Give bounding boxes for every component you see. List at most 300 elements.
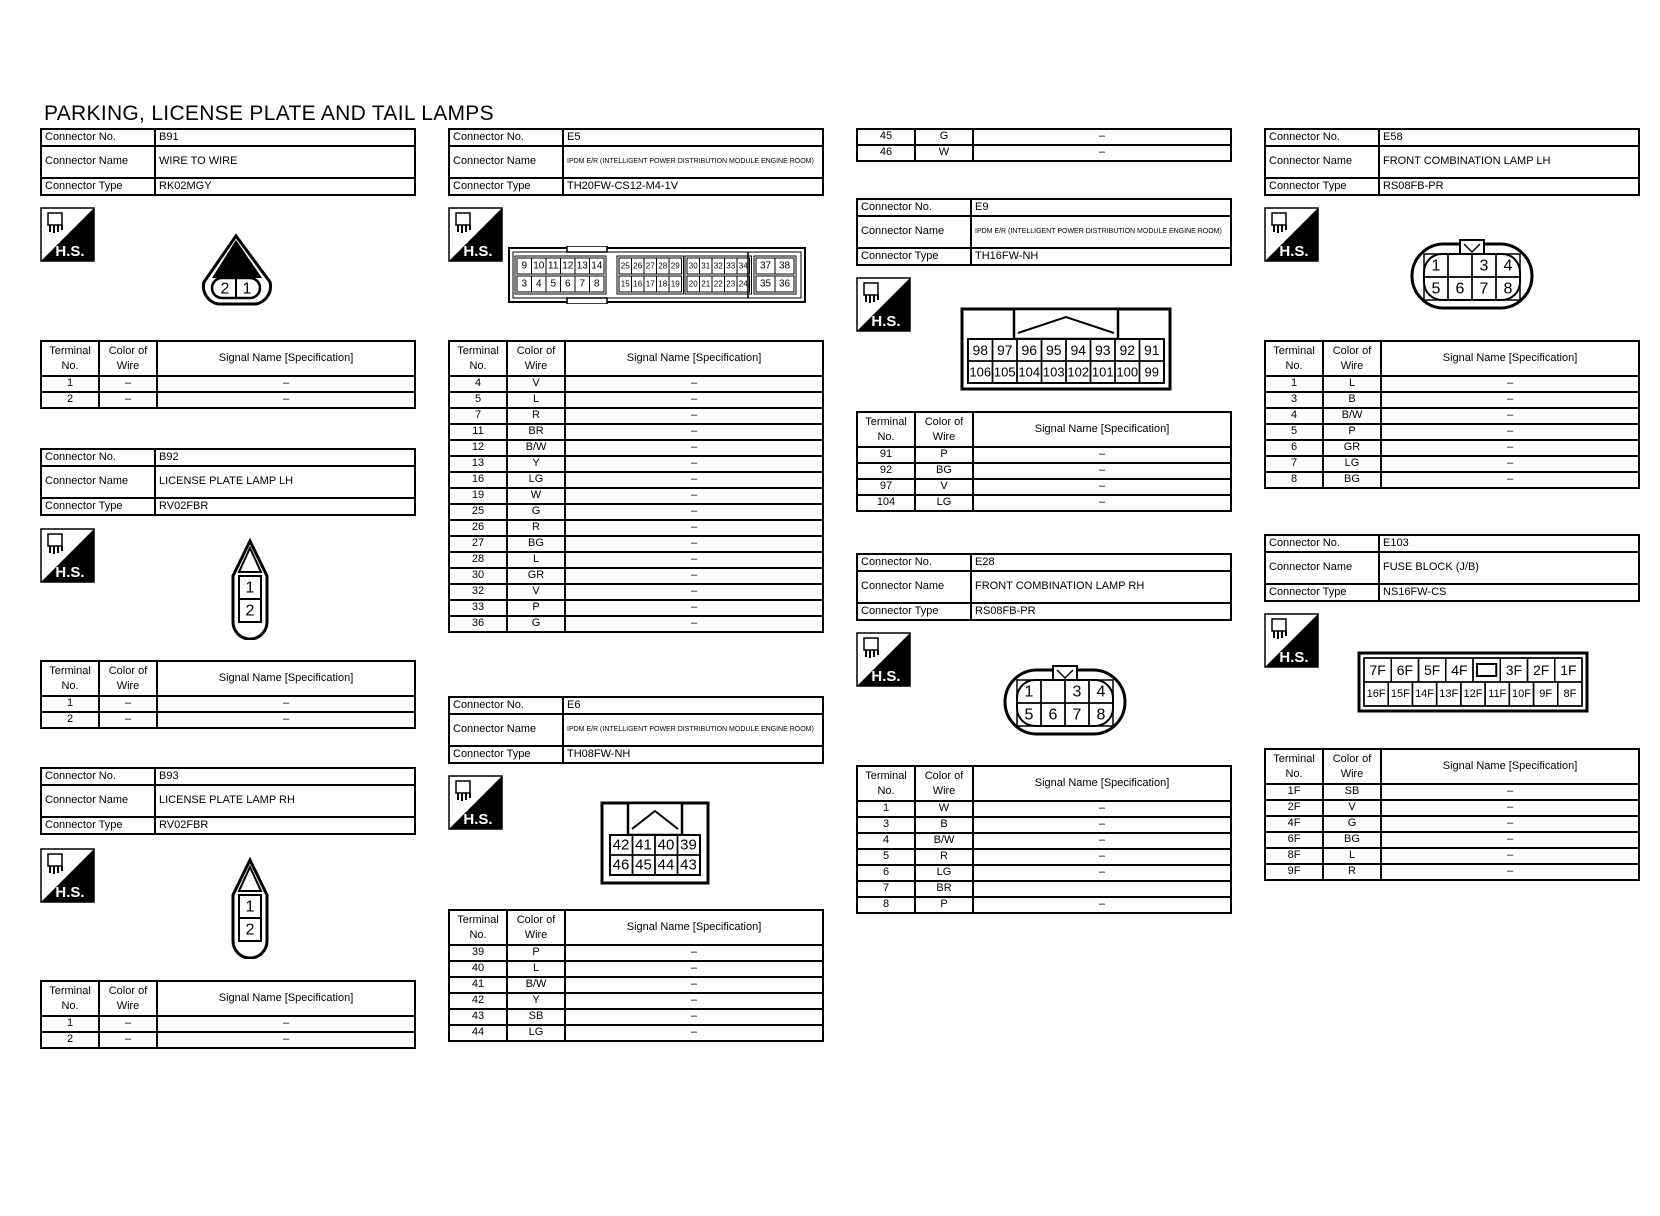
terminal-no-cell: 36 (449, 616, 507, 632)
pin-label: 14F (1415, 688, 1435, 700)
terminal-table-E5 (448, 340, 824, 633)
pin-label: 8 (1096, 706, 1106, 724)
signal-name-cell: – (1381, 864, 1639, 880)
signal-name-cell: – (565, 568, 823, 584)
pin-label: 5F (1423, 662, 1441, 678)
pin-label: 6F (1396, 662, 1414, 678)
pin-label: 1 (245, 898, 255, 916)
pin-label: 103 (1042, 364, 1065, 380)
pin-label: 8F (1563, 688, 1577, 700)
table-row (449, 520, 823, 536)
pin-label: 95 (1045, 342, 1062, 358)
table-row (41, 392, 415, 408)
signal-name-header: Signal Name [Specification] (157, 661, 415, 696)
terminal-no-cell: 97 (857, 479, 915, 495)
connector-no-value: B91 (155, 129, 415, 146)
wire-color-cell: BR (915, 881, 973, 897)
harness-side-icon (1264, 613, 1319, 668)
wire-color-cell: R (507, 408, 565, 424)
signal-name-cell (973, 881, 1231, 897)
harness-side-icon (856, 632, 911, 687)
signal-name-cell: – (157, 392, 415, 408)
terminal-no-cell: 1 (1265, 376, 1323, 392)
terminal-no-cell: 3 (857, 817, 915, 833)
wire-color-cell: LG (507, 472, 565, 488)
connector-name-label: Connector Name (1265, 552, 1379, 584)
signal-name-cell: – (973, 897, 1231, 913)
table-row (1265, 424, 1639, 440)
wire-color-cell: P (1323, 424, 1381, 440)
color-of-wire-header: Color of Wire (1323, 749, 1381, 784)
connector-no-value: E5 (563, 129, 823, 146)
table-row (41, 1016, 415, 1032)
table-row (857, 495, 1231, 511)
table-row (857, 479, 1231, 495)
terminal-no-cell: 43 (449, 1009, 507, 1025)
pin-label: 16F (1366, 688, 1386, 700)
table-row (449, 584, 823, 600)
connector-name-label: Connector Name (41, 785, 155, 817)
connector-name-value: WIRE TO WIRE (155, 146, 415, 178)
pin-label: 42 (612, 836, 630, 854)
signal-name-cell: – (565, 472, 823, 488)
wire-color-cell: G (507, 504, 565, 520)
connector-type-value: TH20FW-CS12-M4-1V (563, 178, 823, 195)
svg-text:H.S.: H.S. (1279, 649, 1309, 666)
table-row (1265, 816, 1639, 832)
wire-color-cell: W (507, 488, 565, 504)
signal-name-cell: – (565, 504, 823, 520)
connector-type-label: Connector Type (41, 817, 155, 834)
terminal-table-E28 (856, 765, 1232, 914)
connector-info-B91 (40, 128, 416, 196)
pin-label: 16 (633, 279, 643, 289)
wire-color-cell: W (915, 145, 973, 161)
wire-color-cell: BG (1323, 472, 1381, 488)
connector-name-value: FRONT COMBINATION LAMP RH (971, 571, 1231, 603)
terminal-no-cell: 16 (449, 472, 507, 488)
connector-no-label: Connector No. (41, 768, 155, 785)
harness-side-icon (856, 277, 911, 332)
connector-info-B92 (40, 448, 416, 516)
terminal-no-cell: 39 (449, 945, 507, 961)
pin-label: 4 (1503, 257, 1513, 275)
wire-color-cell: GR (507, 568, 565, 584)
wire-color-cell: GR (1323, 440, 1381, 456)
pin-label: 31 (701, 261, 711, 271)
connector-type-value: RV02FBR (155, 498, 415, 515)
wire-color-cell: L (507, 552, 565, 568)
table-row (449, 456, 823, 472)
wire-color-cell: – (99, 392, 157, 408)
pin-label: 1 (1024, 683, 1034, 701)
signal-name-cell: – (973, 479, 1231, 495)
signal-name-cell: – (565, 961, 823, 977)
color-of-wire-header: Color of Wire (1323, 341, 1381, 376)
terminal-no-cell: 32 (449, 584, 507, 600)
connector-face-E5 (507, 246, 807, 309)
table-row (857, 447, 1231, 463)
pin-label: 18 (658, 279, 668, 289)
terminal-no-cell: 4 (449, 376, 507, 392)
wire-color-cell: P (507, 945, 565, 961)
connector-name-value: LICENSE PLATE LAMP RH (155, 785, 415, 817)
wire-color-cell: LG (915, 495, 973, 511)
connector-type-value: NS16FW-CS (1379, 584, 1639, 601)
table-row (449, 993, 823, 1009)
terminal-no-cell: 9F (1265, 864, 1323, 880)
wire-color-cell: BG (1323, 832, 1381, 848)
terminal-no-cell: 4 (857, 833, 915, 849)
wire-color-cell: V (1323, 800, 1381, 816)
terminal-no-cell: 92 (857, 463, 915, 479)
wire-color-cell: G (1323, 816, 1381, 832)
table-row (1265, 472, 1639, 488)
signal-name-cell: – (973, 833, 1231, 849)
table-row (449, 1009, 823, 1025)
connector-type-label: Connector Type (857, 603, 971, 620)
terminal-no-header: Terminal No. (41, 981, 99, 1016)
signal-name-cell: – (565, 993, 823, 1009)
signal-name-cell: – (157, 712, 415, 728)
table-row (1265, 440, 1639, 456)
table-row (857, 897, 1231, 913)
pin-label: 3 (521, 278, 528, 290)
wire-color-cell: B/W (507, 440, 565, 456)
pin-label: 105 (993, 364, 1016, 380)
signal-name-cell: – (973, 849, 1231, 865)
table-row (449, 488, 823, 504)
table-row (41, 696, 415, 712)
pin-label: 2F (1532, 662, 1550, 678)
connector-info-E58 (1264, 128, 1640, 196)
table-row (857, 129, 1231, 145)
signal-name-cell: – (973, 801, 1231, 817)
signal-name-cell: – (1381, 784, 1639, 800)
table-row (857, 833, 1231, 849)
terminal-no-cell: 104 (857, 495, 915, 511)
pin-label: 24 (738, 279, 748, 289)
signal-name-cell: – (973, 817, 1231, 833)
svg-text:H.S.: H.S. (463, 811, 493, 828)
signal-name-cell: – (1381, 392, 1639, 408)
table-row (857, 145, 1231, 161)
wire-color-cell: Y (507, 456, 565, 472)
terminal-no-cell: 44 (449, 1025, 507, 1041)
connector-name-label: Connector Name (1265, 146, 1379, 178)
connector-name-label: Connector Name (449, 146, 563, 178)
color-of-wire-header: Color of Wire (99, 981, 157, 1016)
signal-name-cell: – (565, 424, 823, 440)
signal-name-cell: – (565, 488, 823, 504)
pin-label: 25 (620, 261, 630, 271)
pin-label: 34 (738, 261, 748, 271)
terminal-no-cell: 5 (449, 392, 507, 408)
table-row (449, 392, 823, 408)
harness-side-icon (40, 207, 95, 262)
table-row (857, 881, 1231, 897)
terminal-table-B92 (40, 660, 416, 729)
svg-text:H.S.: H.S. (871, 668, 901, 685)
connector-name-label: Connector Name (857, 216, 971, 248)
pin-label: 96 (1021, 342, 1038, 358)
wire-color-cell: LG (915, 865, 973, 881)
table-row (449, 472, 823, 488)
connector-type-value: TH16FW-NH (971, 248, 1231, 265)
pin-label: 44 (657, 856, 675, 874)
signal-name-cell: – (565, 520, 823, 536)
connector-name-value: IPDM E/R (INTELLIGENT POWER DISTRIBUTION MODULE ENGINE ROOM) (563, 714, 823, 746)
connector-name-label: Connector Name (449, 714, 563, 746)
table-row (449, 568, 823, 584)
connector-type-value: RS08FB-PR (1379, 178, 1639, 195)
signal-name-cell: – (1381, 816, 1639, 832)
table-row (1265, 456, 1639, 472)
pin-label: 99 (1144, 364, 1159, 380)
harness-side-icon (1264, 207, 1319, 262)
harness-side-icon (40, 848, 95, 903)
connector-name-value: IPDM E/R (INTELLIGENT POWER DISTRIBUTION MODULE ENGINE ROOM) (971, 216, 1231, 248)
connector-type-label: Connector Type (1265, 178, 1379, 195)
wire-color-cell: V (507, 584, 565, 600)
wire-color-cell: BG (507, 536, 565, 552)
table-row (1265, 800, 1639, 816)
terminal-no-cell: 6F (1265, 832, 1323, 848)
signal-name-cell: – (1381, 424, 1639, 440)
terminal-no-cell: 3 (1265, 392, 1323, 408)
pin-label: 11F (1488, 688, 1507, 700)
pin-label: 12 (562, 260, 574, 272)
terminal-no-cell: 1 (857, 801, 915, 817)
table-row (857, 463, 1231, 479)
pin-label: 92 (1119, 342, 1136, 358)
terminal-no-cell: 11 (449, 424, 507, 440)
pin-label: 45 (635, 856, 652, 874)
wire-color-cell: R (507, 520, 565, 536)
table-row (449, 977, 823, 993)
terminal-no-header: Terminal No. (857, 766, 915, 801)
connector-no-value: B92 (155, 449, 415, 466)
signal-name-cell: – (1381, 456, 1639, 472)
pin-label: 13F (1439, 688, 1459, 700)
table-row (449, 440, 823, 456)
connector-no-label: Connector No. (1265, 535, 1379, 552)
connector-no-label: Connector No. (857, 199, 971, 216)
signal-name-header: Signal Name [Specification] (157, 341, 415, 376)
connector-type-label: Connector Type (449, 178, 563, 195)
terminal-no-cell: 13 (449, 456, 507, 472)
terminal-no-header: Terminal No. (1265, 341, 1323, 376)
pin-label: 6 (1048, 706, 1058, 724)
connector-no-label: Connector No. (41, 129, 155, 146)
signal-name-cell: – (565, 552, 823, 568)
connector-face-B92 (230, 538, 270, 645)
table-row (449, 552, 823, 568)
pin-label: 97 (996, 342, 1013, 358)
signal-name-cell: – (565, 945, 823, 961)
terminal-no-cell: 1 (41, 1016, 99, 1032)
pin-label: 27 (645, 261, 655, 271)
terminal-no-cell: 2 (41, 1032, 99, 1048)
connector-name-value: FUSE BLOCK (J/B) (1379, 552, 1639, 584)
terminal-no-cell: 5 (857, 849, 915, 865)
pin-label: 4 (535, 278, 542, 290)
table-row (857, 817, 1231, 833)
connector-type-value: TH08FW-NH (563, 746, 823, 763)
table-row (1265, 864, 1639, 880)
color-of-wire-header: Color of Wire (507, 910, 565, 945)
pin-label: 104 (1018, 364, 1041, 380)
terminal-no-cell: 8 (1265, 472, 1323, 488)
signal-name-cell: – (157, 1032, 415, 1048)
harness-side-icon (448, 775, 503, 830)
pin-label: 1 (1431, 257, 1441, 275)
connector-no-label: Connector No. (449, 697, 563, 714)
table-row (449, 536, 823, 552)
wire-color-cell: B (1323, 392, 1381, 408)
pin-label: 8 (593, 278, 600, 290)
pin-label: 1F (1560, 662, 1577, 678)
color-of-wire-header: Color of Wire (99, 341, 157, 376)
signal-name-cell: – (1381, 848, 1639, 864)
wire-color-cell: – (99, 376, 157, 392)
pin-label: 46 (612, 856, 630, 874)
pin-label: 38 (778, 260, 791, 272)
table-row (449, 1025, 823, 1041)
connector-no-value: E6 (563, 697, 823, 714)
connector-type-value: RK02MGY (155, 178, 415, 195)
terminal-no-cell: 26 (449, 520, 507, 536)
wire-color-cell: W (915, 801, 973, 817)
terminal-no-header: Terminal No. (1265, 749, 1323, 784)
pin-label: 7 (1479, 280, 1489, 298)
terminal-no-cell: 40 (449, 961, 507, 977)
pin-label: 4 (1096, 683, 1106, 701)
pin-label: 2 (245, 602, 255, 620)
table-row (857, 801, 1231, 817)
signal-name-cell: – (565, 584, 823, 600)
color-of-wire-header: Color of Wire (507, 341, 565, 376)
signal-name-cell: – (973, 463, 1231, 479)
terminal-no-cell: 4F (1265, 816, 1323, 832)
terminal-no-cell: 7 (1265, 456, 1323, 472)
wire-color-cell: BR (507, 424, 565, 440)
signal-name-cell: – (1381, 376, 1639, 392)
svg-text:H.S.: H.S. (1279, 243, 1309, 260)
wire-color-cell: – (99, 1032, 157, 1048)
terminal-no-header: Terminal No. (41, 341, 99, 376)
wire-color-cell: – (99, 1016, 157, 1032)
signal-name-cell: – (973, 447, 1231, 463)
terminal-table-B93 (40, 980, 416, 1049)
pin-label: 9 (521, 260, 528, 272)
table-row (449, 600, 823, 616)
terminal-no-cell: 7 (449, 408, 507, 424)
wire-color-cell: R (1323, 864, 1381, 880)
terminal-no-cell: 8 (857, 897, 915, 913)
pin-label: 22 (713, 279, 723, 289)
pin-label: 12F (1463, 688, 1483, 700)
wire-color-cell: P (915, 897, 973, 913)
signal-name-cell: – (565, 600, 823, 616)
connector-no-value: B93 (155, 768, 415, 785)
terminal-no-cell: 91 (857, 447, 915, 463)
signal-name-cell: – (565, 440, 823, 456)
pin-label: 10 (533, 260, 545, 272)
pin-label: 41 (635, 836, 652, 854)
wire-color-cell: V (915, 479, 973, 495)
signal-name-cell: – (565, 1025, 823, 1041)
terminal-no-cell: 42 (449, 993, 507, 1009)
table-row (449, 408, 823, 424)
connector-face-E9 (960, 307, 1172, 396)
pin-label: 101 (1091, 364, 1114, 380)
terminal-table-E103 (1264, 748, 1640, 881)
svg-text:H.S.: H.S. (871, 313, 901, 330)
pin-label: 7 (1072, 706, 1082, 724)
pin-label: 13 (576, 260, 588, 272)
table-row (449, 504, 823, 520)
table-row (449, 424, 823, 440)
pin-label: 11 (548, 260, 559, 272)
signal-name-cell: – (565, 616, 823, 632)
signal-name-header: Signal Name [Specification] (973, 412, 1231, 447)
table-row (1265, 848, 1639, 864)
connector-type-value: RV02FBR (155, 817, 415, 834)
terminal-no-cell: 1 (41, 376, 99, 392)
pin-label: 21 (701, 279, 711, 289)
pin-label: 20 (688, 279, 698, 289)
terminal-no-cell: 6 (1265, 440, 1323, 456)
pin-label: 19 (670, 279, 680, 289)
color-of-wire-header: Color of Wire (915, 412, 973, 447)
table-row (41, 376, 415, 392)
terminal-table-E6cont (856, 128, 1232, 162)
wire-color-cell: SB (507, 1009, 565, 1025)
signal-name-header: Signal Name [Specification] (1381, 341, 1639, 376)
table-row (1265, 392, 1639, 408)
terminal-no-cell: 27 (449, 536, 507, 552)
table-row (1265, 832, 1639, 848)
terminal-no-cell: 45 (857, 129, 915, 145)
signal-name-header: Signal Name [Specification] (973, 766, 1231, 801)
pin-label: 91 (1143, 342, 1160, 358)
signal-name-cell: – (565, 392, 823, 408)
terminal-no-cell: 12 (449, 440, 507, 456)
table-row (857, 865, 1231, 881)
table-row (1265, 376, 1639, 392)
connector-name-label: Connector Name (41, 146, 155, 178)
pin-label: 23 (726, 279, 736, 289)
connector-no-label: Connector No. (41, 449, 155, 466)
svg-text:H.S.: H.S. (55, 884, 85, 901)
terminal-table-E58 (1264, 340, 1640, 489)
pin-label: 100 (1116, 364, 1139, 380)
signal-name-cell: – (973, 145, 1231, 161)
pin-label: 8 (1503, 280, 1513, 298)
connector-face-B91 (200, 230, 280, 315)
signal-name-cell: – (565, 536, 823, 552)
pin-label: 14 (591, 260, 603, 272)
pin-label: 17 (645, 279, 655, 289)
pin-label: 7 (579, 278, 586, 290)
wire-color-cell: R (915, 849, 973, 865)
connector-info-E6 (448, 696, 824, 764)
table-row (41, 712, 415, 728)
terminal-no-cell: 30 (449, 568, 507, 584)
connector-info-B93 (40, 767, 416, 835)
signal-name-cell: – (565, 376, 823, 392)
